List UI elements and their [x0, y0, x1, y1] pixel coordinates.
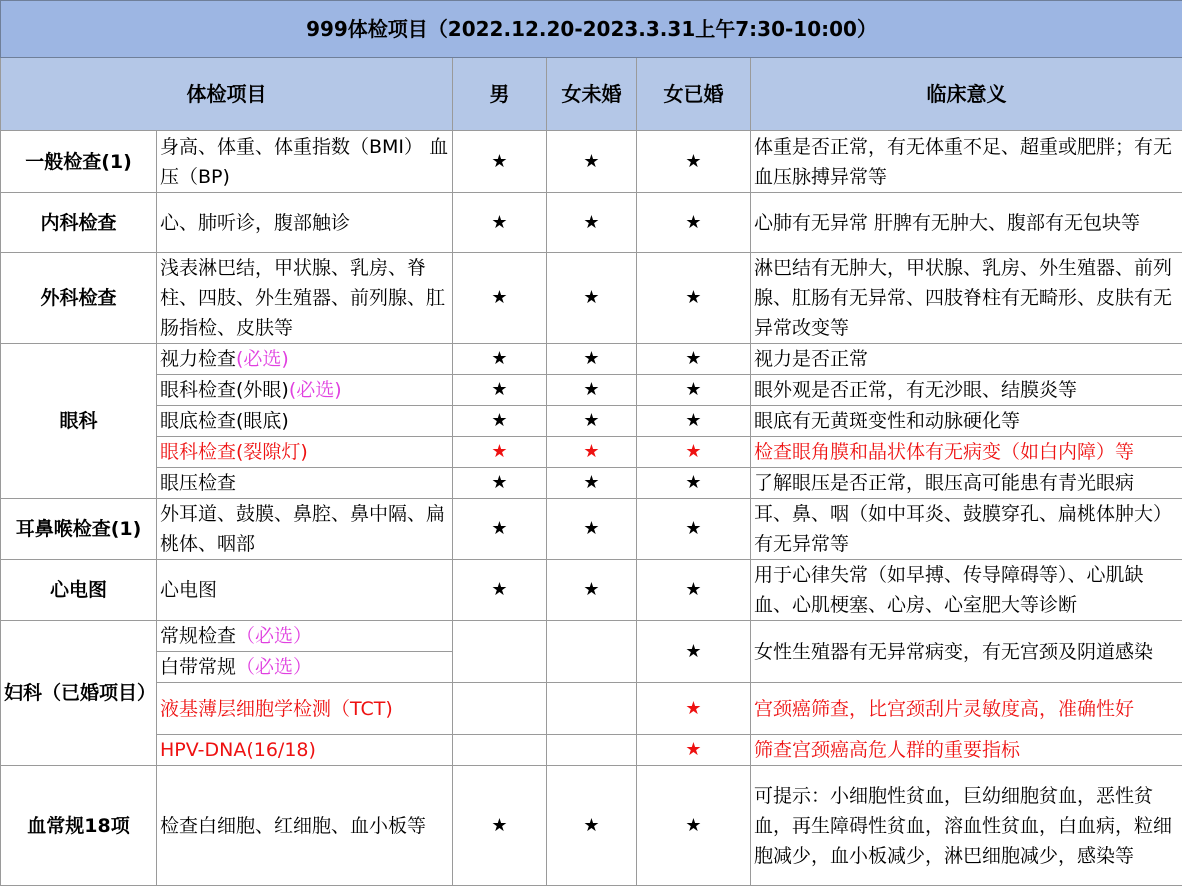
star-mark: ★	[637, 560, 751, 621]
significance-slit-lamp: 检查眼角膜和晶状体有无病变（如白内障）等	[751, 437, 1182, 468]
star-mark: ★	[547, 406, 637, 437]
category-ecg: 心电图	[1, 560, 157, 621]
star-mark: ★	[453, 344, 547, 375]
item-internal: 心、肺听诊，腹部触诊	[157, 193, 453, 253]
star-mark: ★	[547, 193, 637, 253]
significance-blood: 可提示：小细胞性贫血，巨幼细胞贫血，恶性贫血，再生障碍性贫血，溶血性贫血，白血病，粒细胞减少，血小板减少，淋巴细胞减少，感染等	[751, 766, 1182, 886]
item-leucorrhea	[157, 652, 453, 683]
significance-ecg: 用于心律失常（如早搏、传导障碍等）、心肌缺血、心肌梗塞、心房、心室肥大等诊断	[751, 560, 1182, 621]
star-mark: ★	[453, 193, 547, 253]
star-mark: ★	[637, 437, 751, 468]
star-mark: ★	[547, 253, 637, 344]
star-mark: ★	[547, 131, 637, 193]
item-slit-lamp: 眼科检查(裂隙灯)	[157, 437, 453, 468]
star-mark: ★	[637, 499, 751, 560]
significance-surgical: 淋巴结有无肿大，甲状腺、乳房、外生殖器、前列腺、肛肠有无异常、四肢脊柱有无畸形、皮肤有无异常改变等	[751, 253, 1182, 344]
item-general: 身高、体重、体重指数（BMI） 血压（BP)	[157, 131, 453, 193]
star-mark: ★	[547, 344, 637, 375]
item-gyn-routine-label: 常规检查	[160, 625, 236, 647]
star-mark: ★	[453, 253, 547, 344]
star-mark: ★	[547, 766, 637, 886]
star-mark: ★	[453, 437, 547, 468]
empty-cell	[547, 621, 637, 683]
star-mark: ★	[453, 375, 547, 406]
significance-general: 体重是否正常，有无体重不足、超重或肥胖；有无血压脉搏异常等	[751, 131, 1182, 193]
header-female-unmarried: 女未婚	[547, 58, 637, 131]
item-eye-pressure: 眼压检查	[157, 468, 453, 499]
category-eye: 眼科	[1, 344, 157, 499]
header-female-married: 女已婚	[637, 58, 751, 131]
star-mark: ★	[453, 560, 547, 621]
item-leucorrhea-label: 白带常规	[160, 656, 236, 678]
required-tag: (必选)	[289, 379, 342, 401]
star-mark: ★	[637, 735, 751, 766]
star-mark: ★	[453, 131, 547, 193]
item-fundus: 眼底检查(眼底)	[157, 406, 453, 437]
star-mark: ★	[637, 344, 751, 375]
table-row	[1, 437, 1182, 468]
header-male: 男	[453, 58, 547, 131]
star-mark: ★	[637, 406, 751, 437]
item-surgical: 浅表淋巴结，甲状腺、乳房、脊柱、四肢、外生殖器、前列腺、肛肠指检、皮肤等	[157, 253, 453, 344]
significance-hpv: 筛查宫颈癌高危人群的重要指标	[751, 735, 1182, 766]
required-tag: (必选)	[236, 348, 289, 370]
table-row	[1, 344, 1182, 375]
table-row	[1, 499, 1182, 560]
category-internal: 内科检查	[1, 193, 157, 253]
item-external-eye	[157, 375, 453, 406]
item-vision-label: 视力检查	[160, 348, 236, 370]
category-gynecology: 妇科（已婚项目）	[1, 621, 157, 766]
category-ent: 耳鼻喉检查(1)	[1, 499, 157, 560]
empty-cell	[453, 683, 547, 735]
table-row	[1, 560, 1182, 621]
significance-gyn-routine: 女性生殖器有无异常病变，有无宫颈及阴道感染	[751, 621, 1182, 683]
star-mark: ★	[453, 406, 547, 437]
significance-fundus: 眼底有无黄斑变性和动脉硬化等	[751, 406, 1182, 437]
significance-external-eye: 眼外观是否正常，有无沙眼、结膜炎等	[751, 375, 1182, 406]
required-tag: （必选）	[236, 656, 312, 678]
star-mark: ★	[547, 437, 637, 468]
item-tct: 液基薄层细胞学检测（TCT)	[157, 683, 453, 735]
table-row	[1, 621, 1182, 652]
star-mark: ★	[453, 766, 547, 886]
item-ent: 外耳道、鼓膜、鼻腔、鼻中隔、扁桃体、咽部	[157, 499, 453, 560]
category-general: 一般检查(1)	[1, 131, 157, 193]
significance-tct: 宫颈癌筛查，比宫颈刮片灵敏度高，准确性好	[751, 683, 1182, 735]
item-hpv: HPV-DNA(16/18)	[157, 735, 453, 766]
star-mark: ★	[637, 375, 751, 406]
star-mark: ★	[637, 683, 751, 735]
star-mark: ★	[637, 253, 751, 344]
star-mark: ★	[637, 621, 751, 683]
star-mark: ★	[547, 375, 637, 406]
star-mark: ★	[547, 560, 637, 621]
table-row	[1, 131, 1182, 193]
table-row	[1, 468, 1182, 499]
star-mark: ★	[637, 131, 751, 193]
header-row	[1, 58, 1182, 131]
star-mark: ★	[637, 468, 751, 499]
table-row	[1, 375, 1182, 406]
item-ecg: 心电图	[157, 560, 453, 621]
empty-cell	[547, 735, 637, 766]
star-mark: ★	[637, 766, 751, 886]
category-surgical: 外科检查	[1, 253, 157, 344]
significance-internal: 心肺有无异常 肝脾有无肿大、腹部有无包块等	[751, 193, 1182, 253]
title-row	[1, 1, 1182, 58]
empty-cell	[453, 621, 547, 683]
significance-vision: 视力是否正常	[751, 344, 1182, 375]
header-significance: 临床意义	[751, 58, 1182, 131]
table-row	[1, 406, 1182, 437]
header-item: 体检项目	[1, 58, 453, 131]
table-row	[1, 683, 1182, 735]
table-title: 999体检项目（2022.12.20-2023.3.31上午7:30-10:00）	[1, 1, 1182, 58]
empty-cell	[453, 735, 547, 766]
star-mark: ★	[547, 468, 637, 499]
table-row	[1, 735, 1182, 766]
significance-eye-pressure: 了解眼压是否正常，眼压高可能患有青光眼病	[751, 468, 1182, 499]
item-blood: 检查白细胞、红细胞、血小板等	[157, 766, 453, 886]
item-gyn-routine	[157, 621, 453, 652]
star-mark: ★	[637, 193, 751, 253]
category-blood: 血常规18项	[1, 766, 157, 886]
table-row	[1, 253, 1182, 344]
star-mark: ★	[453, 468, 547, 499]
significance-ent: 耳、鼻、咽（如中耳炎、鼓膜穿孔、扁桃体肿大）有无异常等	[751, 499, 1182, 560]
item-vision	[157, 344, 453, 375]
item-external-eye-label: 眼科检查(外眼)	[160, 379, 289, 401]
required-tag: （必选）	[236, 625, 312, 647]
empty-cell	[547, 683, 637, 735]
table-row	[1, 766, 1182, 886]
star-mark: ★	[547, 499, 637, 560]
star-mark: ★	[453, 499, 547, 560]
table-row	[1, 193, 1182, 253]
